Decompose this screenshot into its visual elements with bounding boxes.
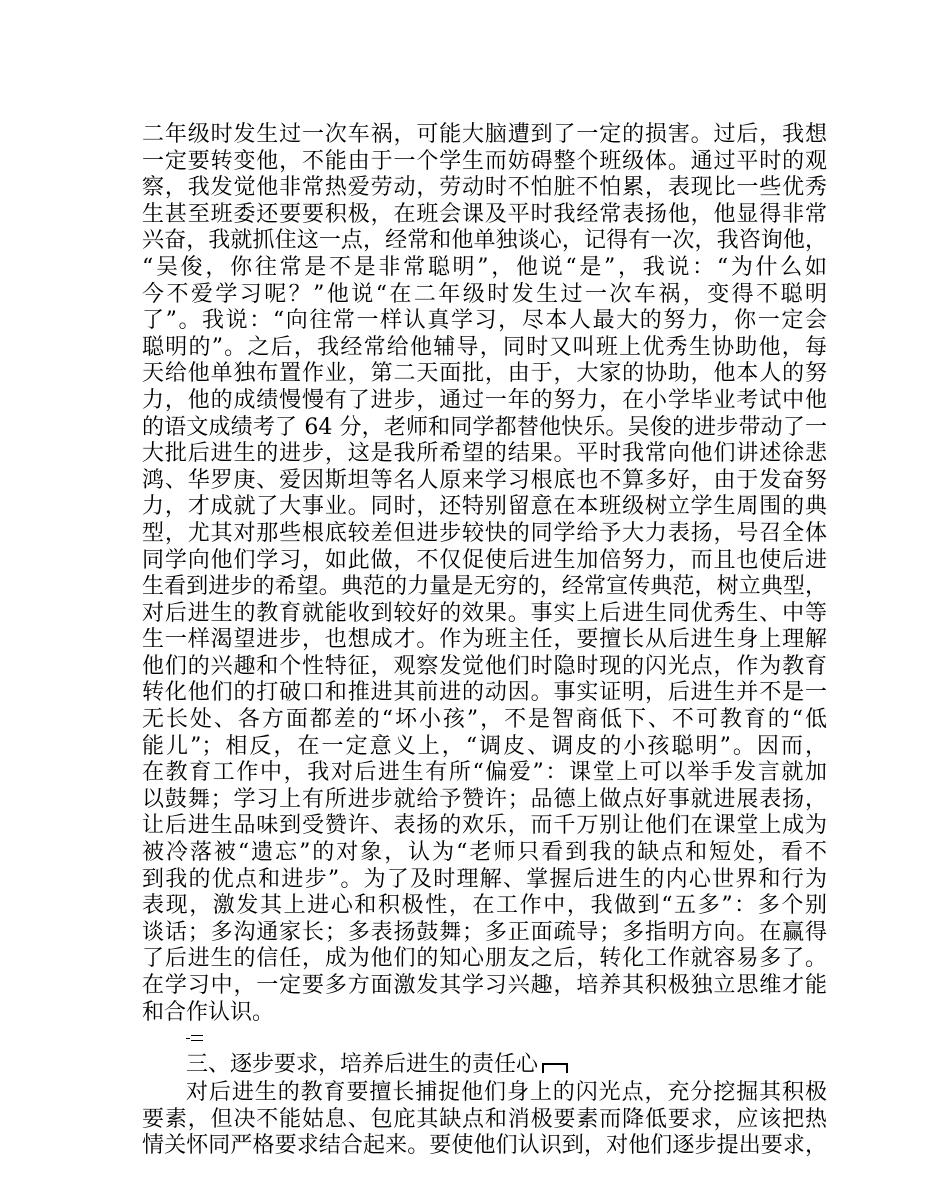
text-line: 让后进生品味到受赞许、表扬的欢乐，而千万别让他们在课堂上成为 <box>142 813 827 839</box>
marker-tick <box>186 1038 190 1039</box>
section-heading-text: 三、逐步要求，培养后进生的责任心 <box>186 1052 539 1078</box>
text-line: 型，尤其对那些根底较差但进步较快的同学给予大力表扬，号召全体 <box>142 520 827 546</box>
text-line: 和合作认识。 <box>142 999 275 1025</box>
text-line: 谈话；多沟通家长；多表扬鼓舞；多正面疏导；多指明方向。在赢得 <box>142 919 827 945</box>
text-line: 生甚至班委还要要积极，在班会课及平时我经常表扬他，他显得非常 <box>142 201 827 227</box>
text-line: 兴奋，我就抓住这一点，经常和他单独谈心，记得有一次，我咨询他， <box>142 228 827 254</box>
paragraph-2 <box>142 1080 827 1160</box>
text-line: 了”。我说：“向往常一样认真学习，尽本人最大的努力，你一定会 <box>142 308 827 334</box>
text-line: 生看到进步的希望。典范的力量是无穷的，经常宣传典范，树立典型， <box>142 574 827 600</box>
paragraph-1 <box>142 122 827 1026</box>
text-line: 以鼓舞；学习上有所进步就给予赞许；品德上做点好事就进展表扬， <box>142 786 827 812</box>
text-line: 他们的兴趣和个性特征，观察发觉他们时隐时现的闪光点，作为教育 <box>142 653 827 679</box>
heading-bracket-mark <box>542 1063 568 1073</box>
text-line: 大批后进生的进步，这是我所希望的结果。平时我常向他们讲述徐悲 <box>142 441 827 467</box>
text-line: 转化他们的打破口和推进其前进的动因。事实证明，后进生并不是一 <box>142 680 827 706</box>
text-line: 察，我发觉他非常热爱劳动，劳动时不怕脏不怕累，表现比一些优秀 <box>142 175 827 201</box>
text-line: 表现，激发其上进心和积极性，在工作中，我做到“五多”：多个别 <box>142 893 827 919</box>
text-line: 在教育工作中，我对后进生有所“偏爱”：课堂上可以举手发言就加 <box>142 760 827 786</box>
text-line: 聪明的”。之后，我经常给他辅导，同时又叫班上优秀生协助他，每 <box>142 334 827 360</box>
text-line: 要素，但决不能姑息、包庇其缺点和消极要素而降低要求，应该把热 <box>142 1106 827 1132</box>
text-line: 了后进生的信任，成为他们的知心朋友之后，转化工作就容易多了。 <box>142 946 827 972</box>
text-line: “吴俊，你往常是不是非常聪明”，他说“是”，我说：“为什么如 <box>142 254 827 280</box>
text-line: 情关怀同严格要求结合起来。要使他们认识到，对他们逐步提出要求， <box>142 1133 827 1159</box>
section-heading <box>142 1050 827 1080</box>
text-line: 生一样渴望进步，也想成才。作为班主任，要擅长从后进生身上理解 <box>142 627 827 653</box>
text-line: 被冷落被“遗忘”的对象，认为“老师只看到我的缺点和短处，看不 <box>142 840 827 866</box>
text-line: 力，才成就了大事业。同时，还特别留意在本班级树立学生周围的典 <box>142 494 827 520</box>
text-line: 天给他单独布置作业，第二天面批，由于，大家的协助，他本人的努 <box>142 361 827 387</box>
text-line: 在学习中，一定要多方面激发其学习兴趣，培养其积极独立思维才能 <box>142 973 827 998</box>
document-body <box>142 122 827 1160</box>
text-line: 力，他的成绩慢慢有了进步，通过一年的努力，在小学毕业考试中他 <box>142 387 827 413</box>
text-line: 一定要转变他，不能由于一个学生而妨碍整个班级体。通过平时的观 <box>142 148 827 174</box>
text-line: 对后进生的教育要擅长捕捉他们身上的闪光点，充分挖掘其积极 <box>186 1080 827 1106</box>
text-line: 今不爱学习呢？”他说“在二年级时发生过一次车祸，变得不聪明 <box>142 281 827 307</box>
text-line: 二年级时发生过一次车祸，可能大脑遭到了一定的损害。过后，我想 <box>142 122 827 147</box>
marker-glyph <box>191 1033 203 1043</box>
text-line: 同学向他们学习，如此做，不仅促使后进生加倍努力，而且也使后进 <box>142 547 827 573</box>
text-line: 无长处、各方面都差的“坏小孩”，不是智商低下、不可教育的“低 <box>142 707 827 733</box>
text-line: 能儿”；相反，在一定意义上，“调皮、调皮的小孩聪明”。因而， <box>142 733 827 759</box>
section-marker <box>142 1026 827 1050</box>
text-line: 鸿、华罗庚、爱因斯坦等名人原来学习根底也不算多好，由于发奋努 <box>142 467 827 493</box>
text-line: 到我的优点和进步”。为了及时理解、掌握后进生的内心世界和行为 <box>142 866 827 892</box>
text-line: 的语文成绩考了 64 分，老师和同学都替他快乐。吴俊的进步带动了一 <box>142 414 827 440</box>
text-line: 对后进生的教育就能收到较好的效果。事实上后进生同优秀生、中等 <box>142 600 827 626</box>
